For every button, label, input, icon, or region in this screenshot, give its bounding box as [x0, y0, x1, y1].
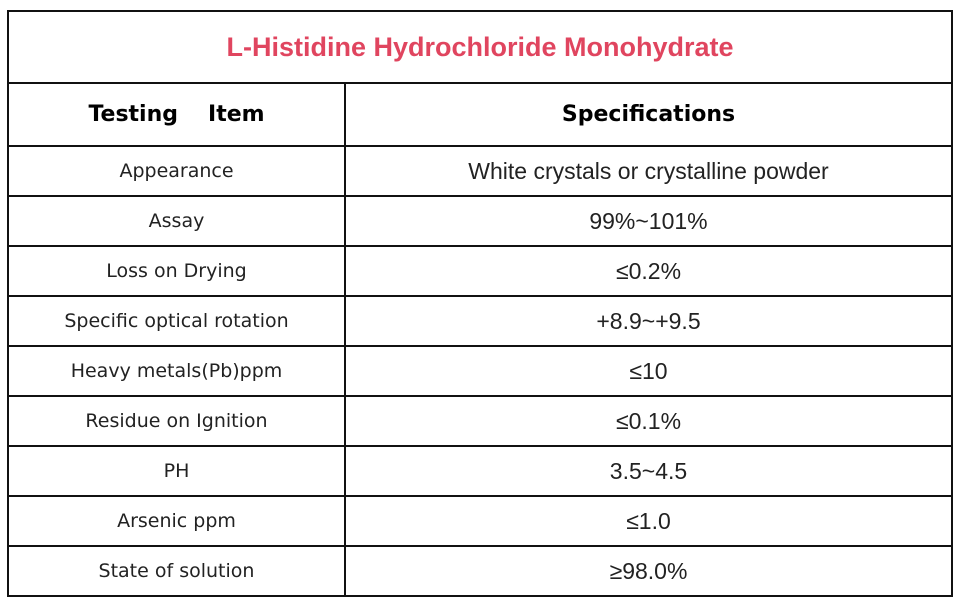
table-row [8, 296, 952, 346]
table-row [8, 496, 952, 546]
title-row [8, 11, 952, 83]
testing-item-cell: Assay [8, 196, 345, 246]
specification-cell: +8.9~+9.5 [345, 296, 952, 346]
header-row [8, 83, 952, 146]
table-row [8, 446, 952, 496]
specification-cell: ≤0.1% [345, 396, 952, 446]
table-row [8, 246, 952, 296]
testing-item-cell: Appearance [8, 146, 345, 196]
table-title: L-Histidine Hydrochloride Monohydrate [8, 11, 952, 83]
column-header-specifications: Specifications [345, 83, 952, 146]
testing-item-cell: Arsenic ppm [8, 496, 345, 546]
testing-item-cell: PH [8, 446, 345, 496]
specification-cell: White crystals or crystalline powder [345, 146, 952, 196]
table-row [8, 196, 952, 246]
table-row [8, 546, 952, 596]
testing-item-cell: Loss on Drying [8, 246, 345, 296]
table-row [8, 346, 952, 396]
table-row [8, 396, 952, 446]
testing-item-cell: Heavy metals(Pb)ppm [8, 346, 345, 396]
testing-item-cell: Residue on Ignition [8, 396, 345, 446]
header-word-item: Item [208, 102, 265, 127]
column-header-testing-item [8, 83, 345, 146]
testing-item-cell: Specific optical rotation [8, 296, 345, 346]
specification-cell: 3.5~4.5 [345, 446, 952, 496]
header-word-testing: Testing [88, 102, 179, 127]
table-row [8, 146, 952, 196]
specification-cell: ≤1.0 [345, 496, 952, 546]
specification-table [7, 10, 953, 597]
specification-cell: 99%~101% [345, 196, 952, 246]
specification-cell: ≤10 [345, 346, 952, 396]
testing-item-cell: State of solution [8, 546, 345, 596]
specification-cell: ≥98.0% [345, 546, 952, 596]
specification-cell: ≤0.2% [345, 246, 952, 296]
